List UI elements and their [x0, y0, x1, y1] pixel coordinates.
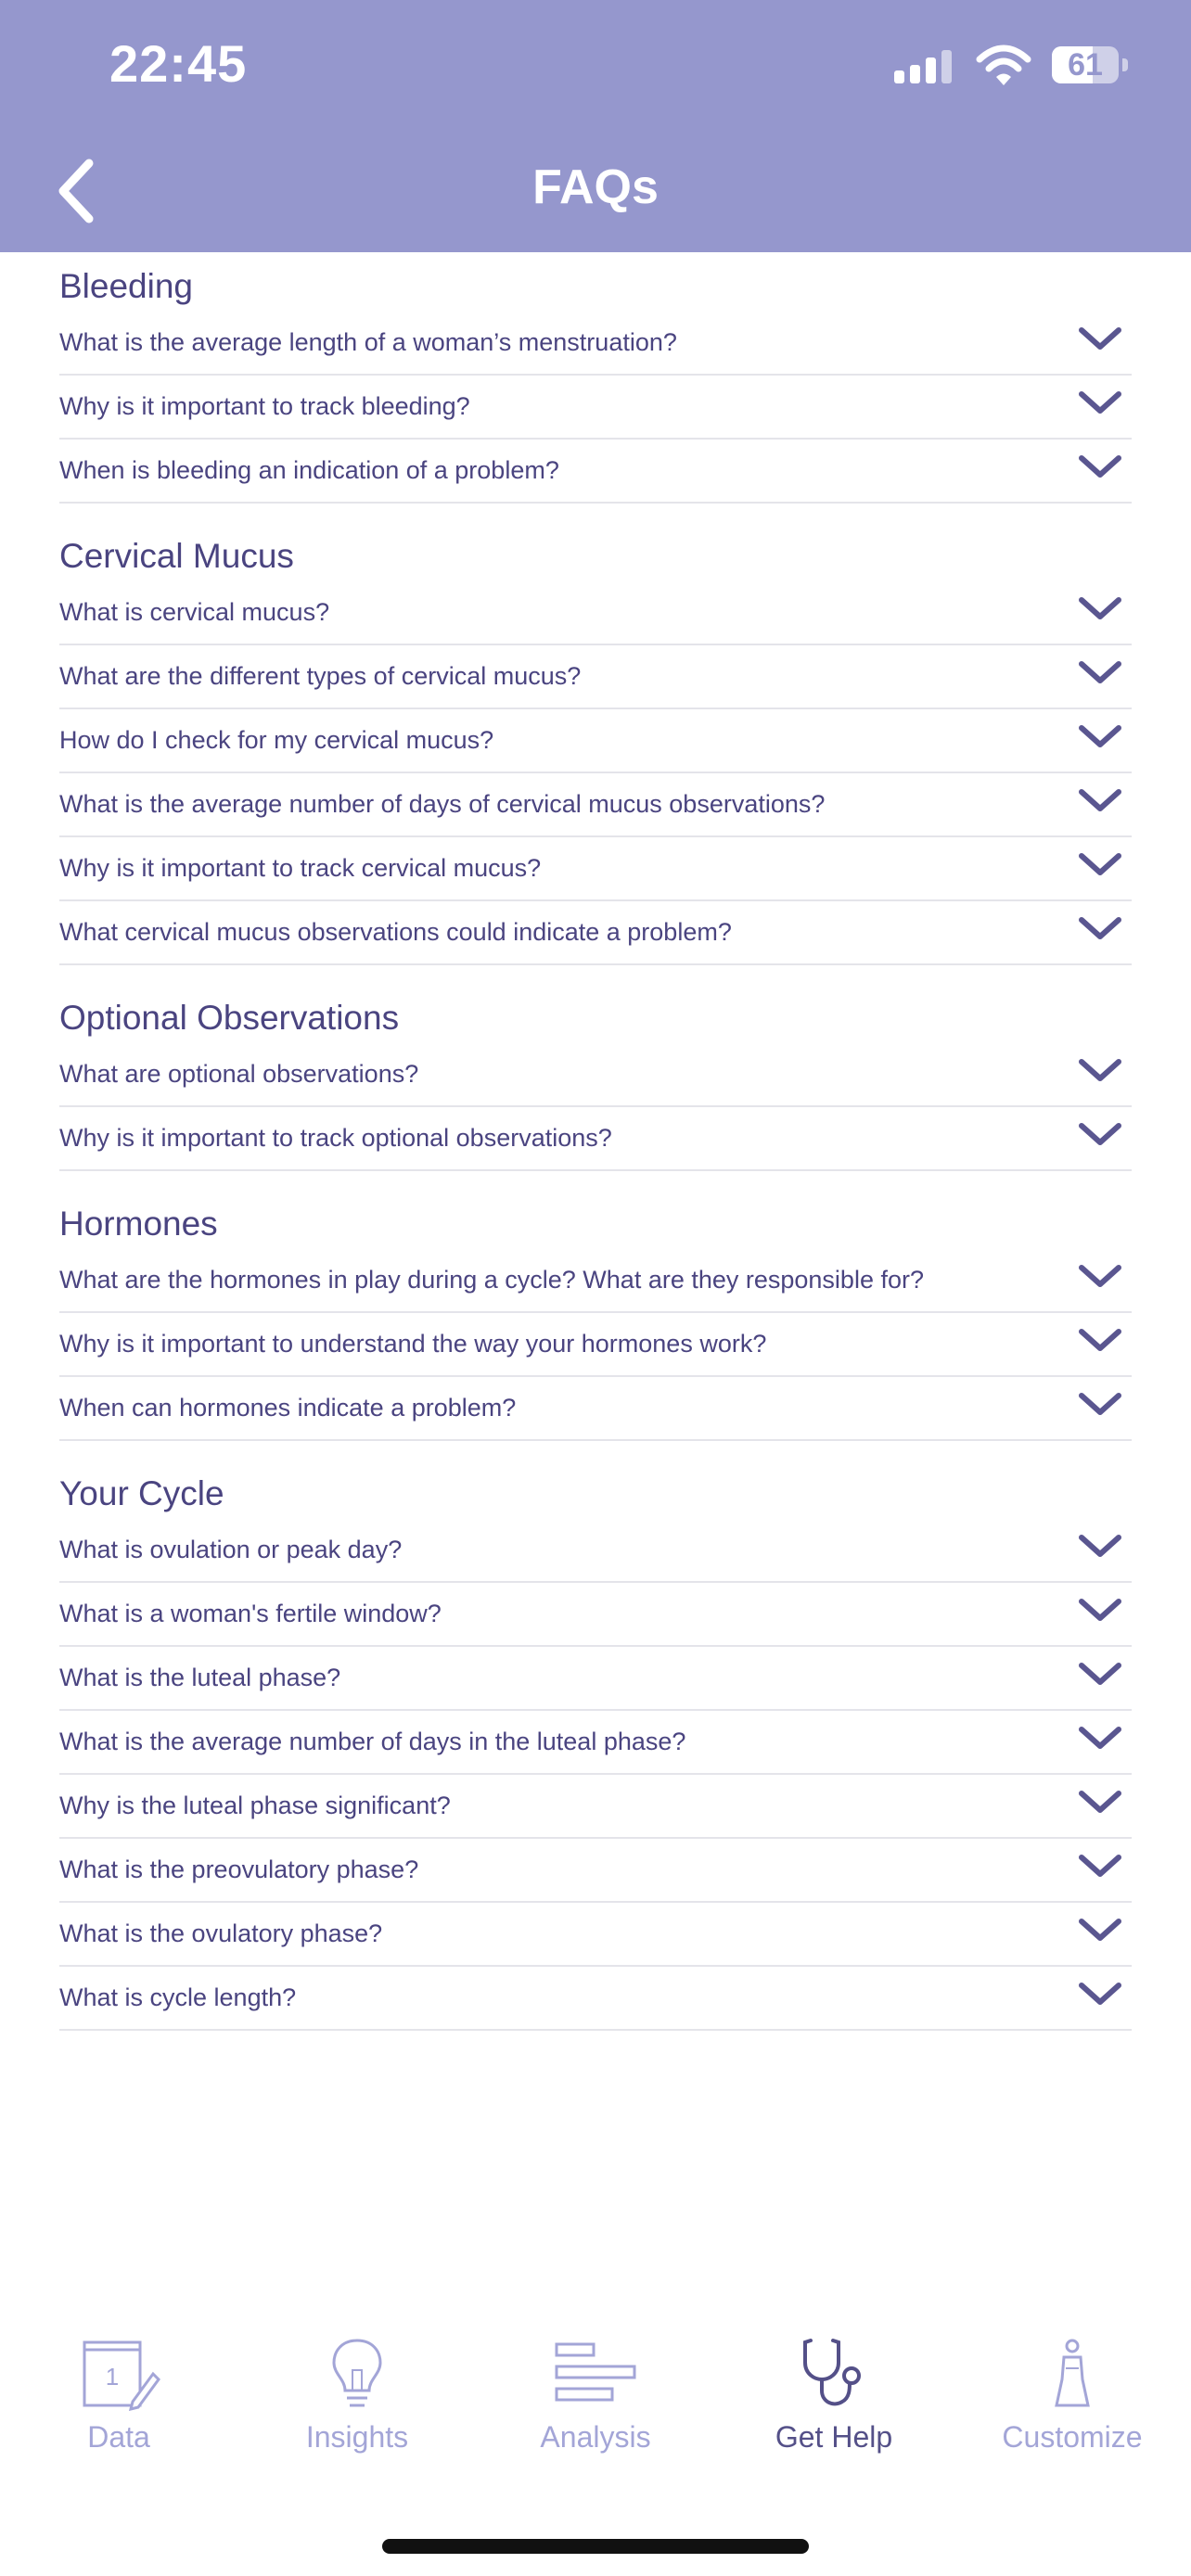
chevron-down-icon[interactable] [1078, 1784, 1122, 1819]
status-time: 22:45 [109, 34, 248, 93]
faq-question: Why is it important to track bleeding? [59, 392, 470, 420]
faq-question: What is ovulation or peak day? [59, 1536, 403, 1563]
tab-customize[interactable] [961, 2337, 1184, 2455]
faq-question: What cervical mucus observations could indicate a problem? [59, 918, 732, 946]
chevron-down-icon[interactable] [1078, 783, 1122, 818]
faq-question: What is the ovulatory phase? [59, 1919, 383, 1947]
status-icons [894, 43, 1117, 91]
faq-question: What is the average number of days of cervical mucus observations? [59, 790, 826, 818]
tab-get-help[interactable] [723, 2337, 945, 2455]
faq-question: Why is the luteal phase significant? [59, 1792, 451, 1819]
wifi-icon [976, 43, 1031, 89]
faq-question: What is the average length of a woman’s menstruation? [59, 328, 677, 356]
faq-item[interactable] [59, 1647, 1132, 1711]
chevron-down-icon[interactable] [1078, 1848, 1122, 1883]
faq-item[interactable] [59, 1043, 1132, 1107]
faq-item[interactable] [59, 1249, 1132, 1313]
faq-item[interactable] [59, 901, 1132, 965]
chevron-down-icon[interactable] [1078, 655, 1122, 690]
lightbulb-icon [315, 2337, 399, 2411]
calendar-icon [77, 2337, 160, 2411]
faq-question: When can hormones indicate a problem? [59, 1394, 517, 1422]
chevron-down-icon[interactable] [1078, 1258, 1122, 1294]
faq-question: Why is it important to track cervical mucus? [59, 854, 542, 882]
tab-analysis[interactable] [484, 2337, 707, 2455]
page-title: FAQs [532, 160, 659, 214]
faq-item[interactable] [59, 1519, 1132, 1583]
person-icon [1031, 2337, 1114, 2411]
faq-question: When is bleeding an indication of a problem? [59, 456, 559, 484]
tab-data-label: Data [87, 2420, 150, 2454]
faq-question: What are the different types of cervical mucus? [59, 662, 582, 690]
section-title: Optional Observations [59, 999, 400, 1037]
chevron-down-icon[interactable] [1078, 1976, 1122, 2011]
faq-section [59, 531, 1132, 965]
faq-section [59, 261, 1132, 504]
cellular-signal-icon [894, 50, 952, 83]
chevron-down-icon[interactable] [1078, 1052, 1122, 1088]
faq-item[interactable] [59, 1711, 1132, 1775]
section-title: Cervical Mucus [59, 537, 294, 575]
chevron-down-icon[interactable] [1078, 1912, 1122, 1947]
chevron-down-icon[interactable] [1078, 1720, 1122, 1755]
section-title: Your Cycle [59, 1474, 224, 1512]
faq-question: Why is it important to track optional observations? [59, 1124, 612, 1152]
faq-item[interactable] [59, 773, 1132, 837]
battery-icon [1052, 46, 1119, 83]
chevron-down-icon[interactable] [1078, 1592, 1122, 1627]
faq-section [59, 1469, 1132, 2031]
stethoscope-icon [792, 2337, 876, 2411]
faq-question: What is the average number of days in the luteal phase? [59, 1728, 686, 1755]
tab-insights-label: Insights [305, 2420, 409, 2454]
faq-item[interactable] [59, 1313, 1132, 1377]
faq-question: Why is it important to understand the way your hormones work? [59, 1330, 767, 1358]
faq-question: What is the luteal phase? [59, 1664, 341, 1691]
faq-item[interactable] [59, 1839, 1132, 1903]
chevron-down-icon[interactable] [1078, 1528, 1122, 1563]
faq-item[interactable] [59, 581, 1132, 645]
faq-item[interactable] [59, 645, 1132, 709]
section-title: Hormones [59, 1205, 218, 1243]
header-bar [0, 0, 1191, 252]
tab-customize-label: Customize [1002, 2420, 1143, 2454]
chevron-down-icon[interactable] [1078, 719, 1122, 754]
faq-question: What is cycle length? [59, 1983, 297, 2011]
tab-analysis-label: Analysis [540, 2420, 651, 2454]
chevron-down-icon[interactable] [1078, 1322, 1122, 1358]
chevron-down-icon[interactable] [1078, 449, 1122, 484]
faq-question: What are optional observations? [59, 1060, 419, 1088]
faq-question: How do I check for my cervical mucus? [59, 726, 494, 754]
section-title: Bleeding [59, 267, 194, 305]
tab-bar [0, 2337, 1191, 2494]
faq-section [59, 1199, 1132, 1441]
calendar-day: 1 [105, 2363, 120, 2391]
faq-list [59, 252, 1132, 2031]
faq-item[interactable] [59, 440, 1132, 504]
chevron-down-icon[interactable] [1078, 591, 1122, 626]
faq-item[interactable] [59, 1775, 1132, 1839]
tab-get-help-label: Get Help [775, 2420, 893, 2454]
faq-question: What is a woman's fertile window? [59, 1600, 442, 1627]
chevron-down-icon[interactable] [1078, 1656, 1122, 1691]
tab-insights[interactable] [246, 2337, 468, 2455]
faq-question: What are the hormones in play during a cycle? What are they responsible for? [59, 1266, 924, 1294]
chevron-down-icon[interactable] [1078, 911, 1122, 946]
faq-item[interactable] [59, 1903, 1132, 1967]
tab-data[interactable] [7, 2337, 230, 2455]
chevron-down-icon[interactable] [1078, 1116, 1122, 1152]
chevron-down-icon[interactable] [1078, 385, 1122, 420]
faq-item[interactable] [59, 1377, 1132, 1441]
battery-level: 61 [1068, 47, 1103, 83]
faq-item[interactable] [59, 376, 1132, 440]
faq-section [59, 993, 1132, 1171]
chevron-down-icon[interactable] [1078, 847, 1122, 882]
faq-item[interactable] [59, 312, 1132, 376]
faq-item[interactable] [59, 1107, 1132, 1171]
bar-chart-icon [549, 2337, 642, 2411]
faq-question: What is the preovulatory phase? [59, 1855, 419, 1883]
faq-item[interactable] [59, 1967, 1132, 2031]
chevron-down-icon[interactable] [1078, 1386, 1122, 1422]
home-indicator [382, 2539, 809, 2554]
chevron-down-icon[interactable] [1078, 321, 1122, 356]
faq-item[interactable] [59, 709, 1132, 773]
faq-question: What is cervical mucus? [59, 598, 330, 626]
faq-item[interactable] [59, 837, 1132, 901]
faq-item[interactable] [59, 1583, 1132, 1647]
